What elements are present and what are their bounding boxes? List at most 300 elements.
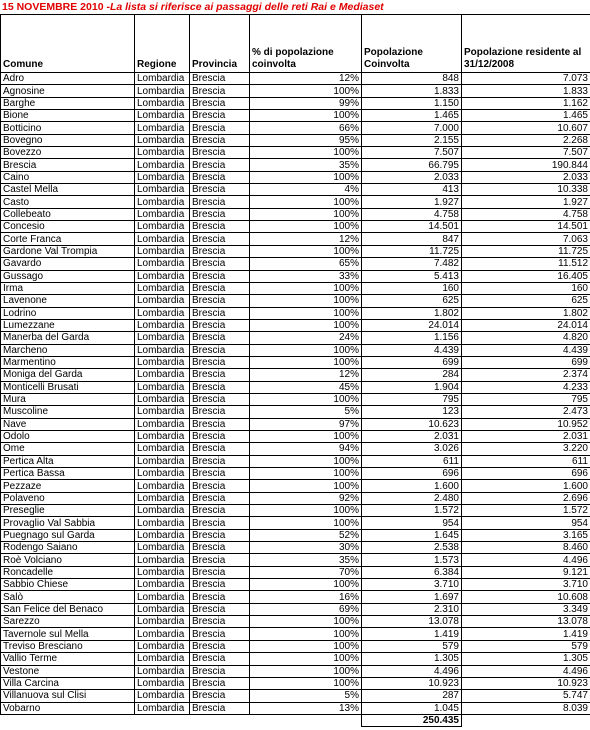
cell-regione: Lombardia bbox=[135, 677, 190, 689]
table-row bbox=[1, 184, 590, 196]
cell-regione: Lombardia bbox=[135, 221, 190, 233]
total-row bbox=[1, 714, 590, 726]
cell-popolazione-residente: 3.349 bbox=[462, 603, 590, 615]
table-row bbox=[1, 492, 590, 504]
cell-comune: Botticino bbox=[1, 122, 135, 134]
cell-comune: Vallio Terme bbox=[1, 653, 135, 665]
cell-regione: Lombardia bbox=[135, 554, 190, 566]
cell-provincia: Brescia bbox=[190, 702, 250, 714]
cell-comune: Lavenone bbox=[1, 295, 135, 307]
table-row bbox=[1, 381, 590, 393]
title-subtitle: -La lista si riferisce ai passaggi delle reti Rai e Mediaset bbox=[103, 1, 384, 13]
cell-percent: 100% bbox=[250, 295, 362, 307]
table-row bbox=[1, 517, 590, 529]
cell-provincia: Brescia bbox=[190, 591, 250, 603]
cell-percent: 35% bbox=[250, 554, 362, 566]
cell-regione: Lombardia bbox=[135, 356, 190, 368]
cell-percent: 65% bbox=[250, 258, 362, 270]
cell-provincia: Brescia bbox=[190, 122, 250, 134]
cell-popolazione-residente: 2.268 bbox=[462, 134, 590, 146]
cell-popolazione-residente: 4.758 bbox=[462, 208, 590, 220]
cell-popolazione-residente: 2.473 bbox=[462, 406, 590, 418]
cell-regione: Lombardia bbox=[135, 529, 190, 541]
cell-popolazione-coinvolta: 1.645 bbox=[362, 529, 462, 541]
cell-popolazione-residente: 1.305 bbox=[462, 653, 590, 665]
cell-popolazione-coinvolta: 954 bbox=[362, 517, 462, 529]
table-row bbox=[1, 640, 590, 652]
cell-percent: 100% bbox=[250, 85, 362, 97]
cell-provincia: Brescia bbox=[190, 430, 250, 442]
cell-popolazione-residente: 3.220 bbox=[462, 443, 590, 455]
cell-popolazione-coinvolta: 10.923 bbox=[362, 677, 462, 689]
cell-popolazione-residente: 1.802 bbox=[462, 307, 590, 319]
cell-comune: Vestone bbox=[1, 665, 135, 677]
cell-popolazione-coinvolta: 848 bbox=[362, 73, 462, 85]
cell-popolazione-residente: 13.078 bbox=[462, 616, 590, 628]
cell-popolazione-residente: 1.572 bbox=[462, 505, 590, 517]
cell-popolazione-coinvolta: 7.507 bbox=[362, 147, 462, 159]
cell-comune: Puegnago sul Garda bbox=[1, 529, 135, 541]
cell-comune: Salò bbox=[1, 591, 135, 603]
cell-provincia: Brescia bbox=[190, 97, 250, 109]
total-row-spacer bbox=[190, 714, 250, 726]
cell-comune: Roè Volciano bbox=[1, 554, 135, 566]
cell-popolazione-residente: 4.496 bbox=[462, 665, 590, 677]
cell-provincia: Brescia bbox=[190, 356, 250, 368]
cell-popolazione-coinvolta: 2.538 bbox=[362, 542, 462, 554]
cell-provincia: Brescia bbox=[190, 640, 250, 652]
cell-percent: 100% bbox=[250, 505, 362, 517]
cell-provincia: Brescia bbox=[190, 455, 250, 467]
cell-regione: Lombardia bbox=[135, 406, 190, 418]
cell-percent: 100% bbox=[250, 640, 362, 652]
cell-percent: 100% bbox=[250, 468, 362, 480]
cell-provincia: Brescia bbox=[190, 85, 250, 97]
cell-popolazione-residente: 16.405 bbox=[462, 270, 590, 282]
cell-regione: Lombardia bbox=[135, 97, 190, 109]
cell-popolazione-coinvolta: 1.927 bbox=[362, 196, 462, 208]
cell-regione: Lombardia bbox=[135, 171, 190, 183]
cell-percent: 100% bbox=[250, 677, 362, 689]
cell-popolazione-residente: 2.374 bbox=[462, 369, 590, 381]
cell-popolazione-residente: 1.833 bbox=[462, 85, 590, 97]
cell-popolazione-residente: 4.820 bbox=[462, 332, 590, 344]
cell-comune: Provaglio Val Sabbia bbox=[1, 517, 135, 529]
cell-popolazione-residente: 10.608 bbox=[462, 591, 590, 603]
cell-percent: 16% bbox=[250, 591, 362, 603]
cell-regione: Lombardia bbox=[135, 134, 190, 146]
cell-comune: Treviso Bresciano bbox=[1, 640, 135, 652]
cell-comune: Villa Carcina bbox=[1, 677, 135, 689]
cell-provincia: Brescia bbox=[190, 332, 250, 344]
cell-regione: Lombardia bbox=[135, 505, 190, 517]
cell-popolazione-coinvolta: 4.496 bbox=[362, 665, 462, 677]
cell-regione: Lombardia bbox=[135, 159, 190, 171]
cell-provincia: Brescia bbox=[190, 73, 250, 85]
cell-popolazione-coinvolta: 4.439 bbox=[362, 344, 462, 356]
cell-popolazione-coinvolta: 1.150 bbox=[362, 97, 462, 109]
cell-regione: Lombardia bbox=[135, 184, 190, 196]
cell-comune: Collebeato bbox=[1, 208, 135, 220]
table-row bbox=[1, 406, 590, 418]
cell-regione: Lombardia bbox=[135, 307, 190, 319]
table-row bbox=[1, 566, 590, 578]
cell-popolazione-coinvolta: 123 bbox=[362, 406, 462, 418]
cell-percent: 12% bbox=[250, 369, 362, 381]
page-title bbox=[2, 0, 384, 14]
cell-popolazione-coinvolta: 11.725 bbox=[362, 245, 462, 257]
cell-comune: Rodengo Saiano bbox=[1, 542, 135, 554]
cell-provincia: Brescia bbox=[190, 443, 250, 455]
cell-percent: 100% bbox=[250, 356, 362, 368]
cell-provincia: Brescia bbox=[190, 603, 250, 615]
cell-popolazione-coinvolta: 2.480 bbox=[362, 492, 462, 504]
cell-comune: Gardone Val Trompia bbox=[1, 245, 135, 257]
cell-provincia: Brescia bbox=[190, 208, 250, 220]
cell-popolazione-residente: 190.844 bbox=[462, 159, 590, 171]
table-row bbox=[1, 529, 590, 541]
cell-provincia: Brescia bbox=[190, 159, 250, 171]
cell-provincia: Brescia bbox=[190, 468, 250, 480]
cell-popolazione-coinvolta: 2.031 bbox=[362, 430, 462, 442]
cell-provincia: Brescia bbox=[190, 258, 250, 270]
cell-regione: Lombardia bbox=[135, 393, 190, 405]
cell-regione: Lombardia bbox=[135, 418, 190, 430]
cell-percent: 100% bbox=[250, 344, 362, 356]
cell-regione: Lombardia bbox=[135, 295, 190, 307]
table-row bbox=[1, 270, 590, 282]
cell-comune: San Felice del Benaco bbox=[1, 603, 135, 615]
cell-popolazione-coinvolta: 10.623 bbox=[362, 418, 462, 430]
cell-comune: Roncadelle bbox=[1, 566, 135, 578]
cell-provincia: Brescia bbox=[190, 319, 250, 331]
cell-comune: Castel Mella bbox=[1, 184, 135, 196]
cell-percent: 95% bbox=[250, 134, 362, 146]
cell-popolazione-coinvolta: 1.572 bbox=[362, 505, 462, 517]
cell-comune: Muscoline bbox=[1, 406, 135, 418]
cell-provincia: Brescia bbox=[190, 369, 250, 381]
cell-popolazione-residente: 954 bbox=[462, 517, 590, 529]
cell-comune: Moniga del Garda bbox=[1, 369, 135, 381]
cell-regione: Lombardia bbox=[135, 702, 190, 714]
cell-comune: Gussago bbox=[1, 270, 135, 282]
cell-regione: Lombardia bbox=[135, 319, 190, 331]
cell-comune: Adro bbox=[1, 73, 135, 85]
cell-regione: Lombardia bbox=[135, 517, 190, 529]
cell-regione: Lombardia bbox=[135, 344, 190, 356]
cell-popolazione-residente: 699 bbox=[462, 356, 590, 368]
cell-regione: Lombardia bbox=[135, 147, 190, 159]
cell-comune: Agnosine bbox=[1, 85, 135, 97]
cell-popolazione-residente: 1.465 bbox=[462, 110, 590, 122]
table-row bbox=[1, 591, 590, 603]
table-row bbox=[1, 542, 590, 554]
cell-comune: Vobarno bbox=[1, 702, 135, 714]
cell-percent: 70% bbox=[250, 566, 362, 578]
cell-popolazione-residente: 696 bbox=[462, 468, 590, 480]
cell-regione: Lombardia bbox=[135, 332, 190, 344]
cell-comune: Brescia bbox=[1, 159, 135, 171]
cell-regione: Lombardia bbox=[135, 542, 190, 554]
cell-percent: 94% bbox=[250, 443, 362, 455]
table-row bbox=[1, 196, 590, 208]
cell-percent: 13% bbox=[250, 702, 362, 714]
cell-percent: 92% bbox=[250, 492, 362, 504]
cell-percent: 4% bbox=[250, 184, 362, 196]
cell-percent: 66% bbox=[250, 122, 362, 134]
cell-popolazione-coinvolta: 7.482 bbox=[362, 258, 462, 270]
cell-provincia: Brescia bbox=[190, 480, 250, 492]
cell-provincia: Brescia bbox=[190, 566, 250, 578]
cell-provincia: Brescia bbox=[190, 381, 250, 393]
cell-comune: Bovegno bbox=[1, 134, 135, 146]
cell-popolazione-coinvolta: 7.000 bbox=[362, 122, 462, 134]
cell-popolazione-coinvolta: 1.600 bbox=[362, 480, 462, 492]
cell-popolazione-coinvolta: 2.155 bbox=[362, 134, 462, 146]
cell-regione: Lombardia bbox=[135, 73, 190, 85]
table-row bbox=[1, 455, 590, 467]
cell-popolazione-residente: 2.696 bbox=[462, 492, 590, 504]
cell-regione: Lombardia bbox=[135, 640, 190, 652]
total-row-spacer bbox=[462, 714, 590, 726]
cell-regione: Lombardia bbox=[135, 616, 190, 628]
cell-provincia: Brescia bbox=[190, 307, 250, 319]
cell-percent: 100% bbox=[250, 319, 362, 331]
cell-percent: 69% bbox=[250, 603, 362, 615]
cell-percent: 33% bbox=[250, 270, 362, 282]
header-provincia: Provincia bbox=[190, 15, 250, 73]
table-row bbox=[1, 122, 590, 134]
cell-provincia: Brescia bbox=[190, 653, 250, 665]
cell-popolazione-coinvolta: 13.078 bbox=[362, 616, 462, 628]
cell-percent: 5% bbox=[250, 406, 362, 418]
cell-comune: Lumezzane bbox=[1, 319, 135, 331]
table-row bbox=[1, 369, 590, 381]
cell-provincia: Brescia bbox=[190, 665, 250, 677]
cell-provincia: Brescia bbox=[190, 418, 250, 430]
cell-popolazione-residente: 10.338 bbox=[462, 184, 590, 196]
cell-percent: 100% bbox=[250, 653, 362, 665]
cell-popolazione-residente: 7.507 bbox=[462, 147, 590, 159]
cell-percent: 100% bbox=[250, 208, 362, 220]
cell-regione: Lombardia bbox=[135, 492, 190, 504]
cell-provincia: Brescia bbox=[190, 579, 250, 591]
cell-popolazione-coinvolta: 5.413 bbox=[362, 270, 462, 282]
cell-comune: Nave bbox=[1, 418, 135, 430]
cell-popolazione-coinvolta: 2.033 bbox=[362, 171, 462, 183]
cell-comune: Monticelli Brusati bbox=[1, 381, 135, 393]
cell-popolazione-residente: 795 bbox=[462, 393, 590, 405]
cell-comune: Sarezzo bbox=[1, 616, 135, 628]
cell-percent: 100% bbox=[250, 517, 362, 529]
cell-popolazione-coinvolta: 2.310 bbox=[362, 603, 462, 615]
total-row-spacer bbox=[250, 714, 362, 726]
cell-regione: Lombardia bbox=[135, 122, 190, 134]
cell-regione: Lombardia bbox=[135, 665, 190, 677]
cell-provincia: Brescia bbox=[190, 505, 250, 517]
cell-popolazione-residente: 1.419 bbox=[462, 628, 590, 640]
cell-percent: 12% bbox=[250, 73, 362, 85]
cell-percent: 100% bbox=[250, 171, 362, 183]
cell-regione: Lombardia bbox=[135, 628, 190, 640]
cell-comune: Bione bbox=[1, 110, 135, 122]
cell-comune: Casto bbox=[1, 196, 135, 208]
cell-popolazione-coinvolta: 1.465 bbox=[362, 110, 462, 122]
cell-comune: Mura bbox=[1, 393, 135, 405]
cell-provincia: Brescia bbox=[190, 184, 250, 196]
cell-provincia: Brescia bbox=[190, 517, 250, 529]
cell-popolazione-coinvolta: 625 bbox=[362, 295, 462, 307]
cell-popolazione-coinvolta: 1.697 bbox=[362, 591, 462, 603]
cell-regione: Lombardia bbox=[135, 690, 190, 702]
table-row bbox=[1, 159, 590, 171]
title-date: 15 NOVEMBRE 2010 bbox=[2, 1, 104, 13]
table-row bbox=[1, 110, 590, 122]
cell-provincia: Brescia bbox=[190, 344, 250, 356]
cell-comune: Pertica Alta bbox=[1, 455, 135, 467]
cell-popolazione-residente: 4.233 bbox=[462, 381, 590, 393]
total-row-spacer bbox=[1, 714, 135, 726]
cell-provincia: Brescia bbox=[190, 616, 250, 628]
cell-popolazione-residente: 3.165 bbox=[462, 529, 590, 541]
cell-comune: Tavernole sul Mella bbox=[1, 628, 135, 640]
table-row bbox=[1, 702, 590, 714]
cell-percent: 100% bbox=[250, 147, 362, 159]
cell-comune: Sabbio Chiese bbox=[1, 579, 135, 591]
cell-provincia: Brescia bbox=[190, 147, 250, 159]
cell-regione: Lombardia bbox=[135, 653, 190, 665]
table-row bbox=[1, 147, 590, 159]
cell-popolazione-coinvolta: 284 bbox=[362, 369, 462, 381]
cell-popolazione-coinvolta: 413 bbox=[362, 184, 462, 196]
cell-popolazione-coinvolta: 696 bbox=[362, 468, 462, 480]
cell-provincia: Brescia bbox=[190, 690, 250, 702]
cell-percent: 100% bbox=[250, 110, 362, 122]
cell-popolazione-residente: 11.725 bbox=[462, 245, 590, 257]
cell-percent: 100% bbox=[250, 282, 362, 294]
table-row bbox=[1, 418, 590, 430]
cell-popolazione-coinvolta: 1.305 bbox=[362, 653, 462, 665]
cell-comune: Barghe bbox=[1, 97, 135, 109]
cell-regione: Lombardia bbox=[135, 245, 190, 257]
cell-popolazione-coinvolta: 3.026 bbox=[362, 443, 462, 455]
table-row bbox=[1, 468, 590, 480]
cell-percent: 52% bbox=[250, 529, 362, 541]
cell-comune: Marmentino bbox=[1, 356, 135, 368]
total-value: 250.435 bbox=[362, 714, 462, 726]
cell-percent: 35% bbox=[250, 159, 362, 171]
table-row bbox=[1, 677, 590, 689]
cell-percent: 100% bbox=[250, 665, 362, 677]
cell-popolazione-coinvolta: 1.573 bbox=[362, 554, 462, 566]
cell-popolazione-residente: 8.460 bbox=[462, 542, 590, 554]
cell-popolazione-residente: 1.162 bbox=[462, 97, 590, 109]
total-row-spacer bbox=[135, 714, 190, 726]
table-row bbox=[1, 307, 590, 319]
cell-popolazione-residente: 3.710 bbox=[462, 579, 590, 591]
cell-regione: Lombardia bbox=[135, 369, 190, 381]
table-row bbox=[1, 233, 590, 245]
data-table bbox=[0, 14, 590, 727]
table-row bbox=[1, 505, 590, 517]
cell-regione: Lombardia bbox=[135, 579, 190, 591]
cell-provincia: Brescia bbox=[190, 110, 250, 122]
table-row bbox=[1, 443, 590, 455]
cell-provincia: Brescia bbox=[190, 270, 250, 282]
cell-percent: 100% bbox=[250, 579, 362, 591]
cell-popolazione-residente: 10.607 bbox=[462, 122, 590, 134]
table-row bbox=[1, 332, 590, 344]
cell-regione: Lombardia bbox=[135, 258, 190, 270]
table-row bbox=[1, 245, 590, 257]
cell-comune: Pezzaze bbox=[1, 480, 135, 492]
cell-percent: 12% bbox=[250, 233, 362, 245]
table-body bbox=[1, 73, 590, 727]
header-row bbox=[1, 15, 590, 73]
cell-comune: Polaveno bbox=[1, 492, 135, 504]
cell-popolazione-coinvolta: 14.501 bbox=[362, 221, 462, 233]
cell-popolazione-coinvolta: 1.419 bbox=[362, 628, 462, 640]
cell-provincia: Brescia bbox=[190, 233, 250, 245]
cell-regione: Lombardia bbox=[135, 110, 190, 122]
table-row bbox=[1, 221, 590, 233]
cell-popolazione-residente: 1.927 bbox=[462, 196, 590, 208]
table-row bbox=[1, 295, 590, 307]
cell-comune: Preseglie bbox=[1, 505, 135, 517]
cell-popolazione-residente: 7.063 bbox=[462, 233, 590, 245]
cell-percent: 5% bbox=[250, 690, 362, 702]
cell-regione: Lombardia bbox=[135, 85, 190, 97]
cell-popolazione-residente: 2.031 bbox=[462, 430, 590, 442]
cell-regione: Lombardia bbox=[135, 591, 190, 603]
table-row bbox=[1, 356, 590, 368]
header-popolazione-residente: Popolazione residente al 31/12/2008 bbox=[462, 15, 590, 73]
cell-comune: Corte Franca bbox=[1, 233, 135, 245]
cell-comune: Gavardo bbox=[1, 258, 135, 270]
cell-provincia: Brescia bbox=[190, 529, 250, 541]
cell-comune: Manerba del Garda bbox=[1, 332, 135, 344]
cell-regione: Lombardia bbox=[135, 381, 190, 393]
cell-provincia: Brescia bbox=[190, 282, 250, 294]
table-row bbox=[1, 393, 590, 405]
cell-provincia: Brescia bbox=[190, 542, 250, 554]
cell-comune: Caino bbox=[1, 171, 135, 183]
cell-provincia: Brescia bbox=[190, 492, 250, 504]
cell-popolazione-coinvolta: 6.384 bbox=[362, 566, 462, 578]
cell-percent: 100% bbox=[250, 455, 362, 467]
table-row bbox=[1, 480, 590, 492]
cell-comune: Marcheno bbox=[1, 344, 135, 356]
cell-popolazione-coinvolta: 4.758 bbox=[362, 208, 462, 220]
cell-regione: Lombardia bbox=[135, 430, 190, 442]
table-row bbox=[1, 616, 590, 628]
cell-popolazione-coinvolta: 1.802 bbox=[362, 307, 462, 319]
cell-provincia: Brescia bbox=[190, 221, 250, 233]
table-row bbox=[1, 603, 590, 615]
table-row bbox=[1, 653, 590, 665]
cell-popolazione-coinvolta: 847 bbox=[362, 233, 462, 245]
table-row bbox=[1, 97, 590, 109]
cell-percent: 100% bbox=[250, 221, 362, 233]
cell-popolazione-coinvolta: 579 bbox=[362, 640, 462, 652]
cell-provincia: Brescia bbox=[190, 171, 250, 183]
cell-provincia: Brescia bbox=[190, 134, 250, 146]
header-popolazione-coinvolta: Popolazione Coinvolta bbox=[362, 15, 462, 73]
table-row bbox=[1, 430, 590, 442]
table-row bbox=[1, 208, 590, 220]
table-row bbox=[1, 258, 590, 270]
table-row bbox=[1, 282, 590, 294]
